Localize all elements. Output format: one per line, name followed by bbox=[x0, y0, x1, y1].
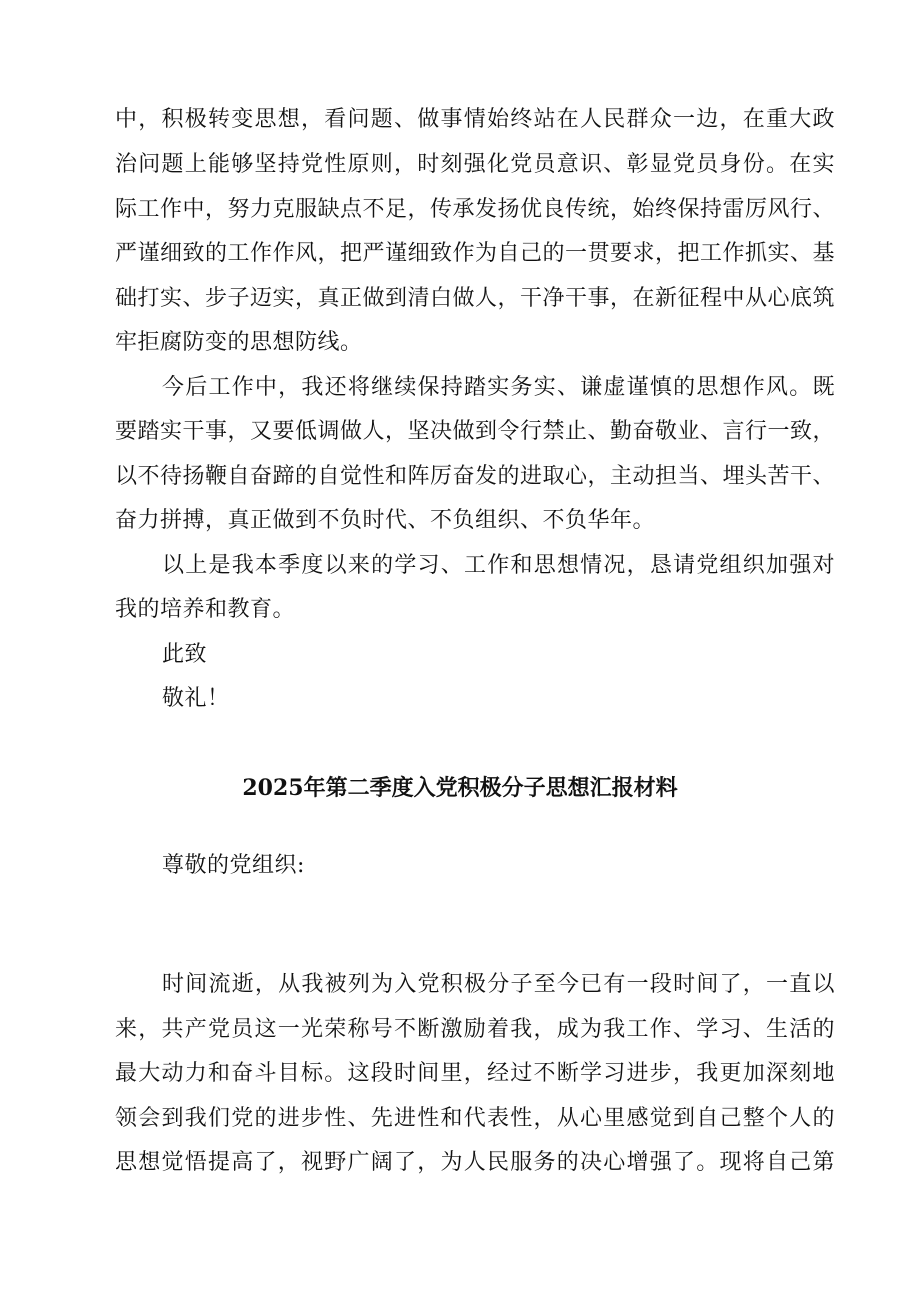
closing-line: 此致 bbox=[162, 642, 208, 667]
paragraph-line: 要踏实干事，又要低调做人，坚决做到令行禁止、勤奋敬业、言行一致， bbox=[115, 419, 836, 444]
paragraph-line: 牢拒腐防变的思想防线。 bbox=[115, 330, 363, 355]
salutation: 尊敬的党组织: bbox=[162, 853, 305, 878]
paragraph-line: 我的培养和教育。 bbox=[115, 597, 296, 622]
paragraph-line: 中，积极转变思想，看问题、做事情始终站在人民群众一边，在重大政 bbox=[115, 107, 835, 132]
paragraph-line: 奋力拼搏，真正做到不负时代、不负组织、不负华年。 bbox=[115, 508, 656, 533]
paragraph-line: 来，共产党员这一光荣称号不断激励着我，成为我工作、学习、生活的 bbox=[115, 1017, 835, 1042]
paragraph-line: 最大动力和奋斗目标。这段时间里，经过不断学习进步，我更加深刻地 bbox=[115, 1061, 835, 1086]
paragraph-line: 严谨细致的工作作风，把严谨细致作为自己的一贯要求，把工作抓实、基 bbox=[115, 241, 836, 266]
paragraph-line: 今后工作中，我还将继续保持踏实务实、谦虚谨慎的思想作风。既 bbox=[162, 375, 835, 400]
paragraph-line: 以不待扬鞭自奋蹄的自觉性和阵厉奋发的进取心，主动担当、埋头苦干、 bbox=[115, 464, 836, 489]
closing-line: 敬礼！ bbox=[162, 686, 230, 711]
paragraph-line: 以上是我本季度以来的学习、工作和思想情况，恳请党组织加强对 bbox=[162, 553, 835, 578]
paragraph-line: 治问题上能够坚持党性原则，时刻强化党员意识、彰显党员身份。在实 bbox=[115, 152, 835, 177]
paragraph-line: 时间流逝，从我被列为入党积极分子至今已有一段时间了，一直以 bbox=[162, 972, 835, 997]
report-title: 2025年第二季度入党积极分子思想汇报材料 bbox=[242, 775, 678, 801]
paragraph-line: 际工作中，努力克服缺点不足，传承发扬优良传统，始终保持雷厉风行、 bbox=[115, 197, 836, 222]
paragraph-line: 思想觉悟提高了，视野广阔了，为人民服务的决心增强了。现将自己第 bbox=[115, 1150, 835, 1175]
paragraph-line: 领会到我们党的进步性、先进性和代表性，从心里感觉到自己整个人的 bbox=[115, 1106, 835, 1131]
paragraph-line: 础打实、步子迈实，真正做到清白做人，干净干事，在新征程中从心底筑 bbox=[115, 286, 836, 311]
